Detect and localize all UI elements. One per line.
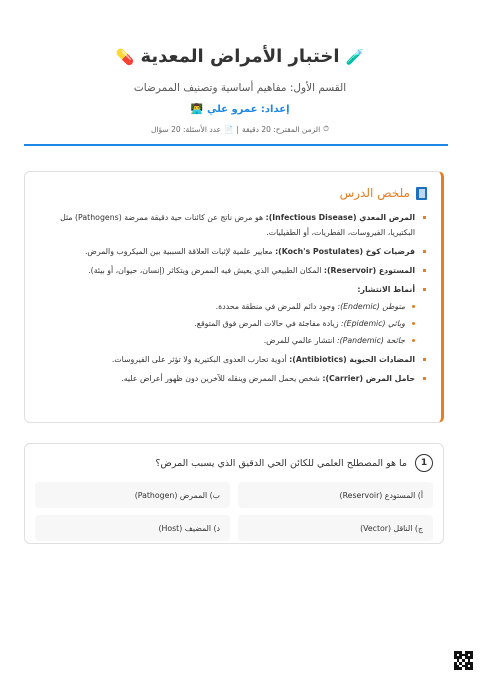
item-text: معايير علمية لإثبات العلاقة السببية بين الميكروب والمرض. (84, 247, 276, 256)
qr-code-icon (454, 651, 473, 670)
item-term: المضادات الحيوية (Antibiotics): (289, 355, 415, 364)
answer-option-b[interactable]: ب) الممرض (Pathogen) (35, 482, 230, 508)
author-line (0, 104, 480, 115)
item-term: المستودع (Reservoir): (323, 266, 415, 275)
sub-list-item (37, 333, 415, 348)
meta-time: الزمن المقترح: 20 دقيقة (241, 124, 321, 134)
spread-patterns-list (37, 299, 415, 348)
item-term: جائحة (Pandemic): (337, 336, 405, 345)
item-term: وبائي (Epidemic): (340, 319, 405, 328)
question-card (24, 443, 444, 544)
list-item (37, 210, 427, 240)
item-term: فرضيات كوخ (Koch's Postulates): (275, 247, 415, 256)
list-item (37, 263, 427, 278)
list-item (37, 371, 427, 386)
list-item (37, 282, 427, 348)
page-title-text: اختبار الأمراض المعدية (140, 46, 340, 67)
book-icon (416, 187, 427, 200)
item-text: انتشار عالمي للمرض. (263, 336, 337, 345)
sub-list-item (37, 316, 415, 331)
meta-count: عدد الأسئلة: 20 سؤال (150, 124, 222, 134)
clock-icon: ⏱ (323, 124, 330, 133)
sub-list-item (37, 299, 415, 314)
meta-separator: | (236, 124, 239, 134)
pill-icon: 💊 (115, 47, 135, 66)
page-subtitle: القسم الأول: مفاهيم أساسية وتصنيف الممرضات (133, 82, 347, 94)
item-text: هو مرض ناتج عن كائنات حية دقيقة ممرضة (Pathogens) مثل البكتيريا، الفيروسات، الفطريات، أو الطفيليات. (60, 213, 415, 237)
item-text: المكان الطبيعي الذي يعيش فيه الممرض ويتكاثر (إنسان، حيوان، أو بيئة). (88, 266, 324, 275)
lesson-summary-card (24, 171, 444, 423)
list-item (37, 352, 427, 367)
answer-option-c[interactable]: ج) الناقل (Vector) (238, 515, 433, 541)
item-text: شخص يحمل الممرض وينقله للآخرين دون ظهور أعراض عليه. (121, 374, 323, 383)
item-term: متوطن (Endemic): (337, 302, 405, 311)
list-item (37, 244, 427, 259)
item-term: المرض المعدي (Infectious Disease): (265, 213, 415, 222)
item-term: حامل المرض (Carrier): (322, 374, 415, 383)
meta-line (0, 124, 480, 134)
question-text: ما هو المصطلح العلمي للكائن الحي الدقيق الذي يسبب المرض؟ (155, 457, 407, 469)
page-title (0, 46, 480, 67)
item-text: أدوية تحارب العدوى البكتيرية ولا تؤثر على الفيروسات. (111, 355, 290, 364)
header-divider (24, 144, 448, 146)
item-term: أنماط الانتشار: (357, 285, 415, 294)
document-icon: 📄 (224, 124, 234, 134)
test-tube-icon: 🧪 (345, 47, 365, 66)
author-text: إعداد: عمرو علي (206, 104, 290, 115)
answer-option-a[interactable]: أ) المستودع (Reservoir) (238, 482, 433, 508)
header (0, 0, 480, 146)
summary-header (37, 186, 427, 200)
answer-option-d[interactable]: د) المضيف (Host) (35, 515, 230, 541)
item-text: زيادة مفاجئة في حالات المرض فوق المتوقع. (194, 319, 341, 328)
answer-options (35, 482, 433, 541)
question-header (35, 454, 433, 472)
technologist-icon: 👨‍💻 (190, 104, 203, 115)
question-number: 1 (415, 454, 433, 472)
item-text: وجود دائم للمرض في منطقة محددة. (215, 302, 338, 311)
summary-title: ملخص الدرس (339, 186, 410, 200)
summary-list (37, 210, 427, 386)
